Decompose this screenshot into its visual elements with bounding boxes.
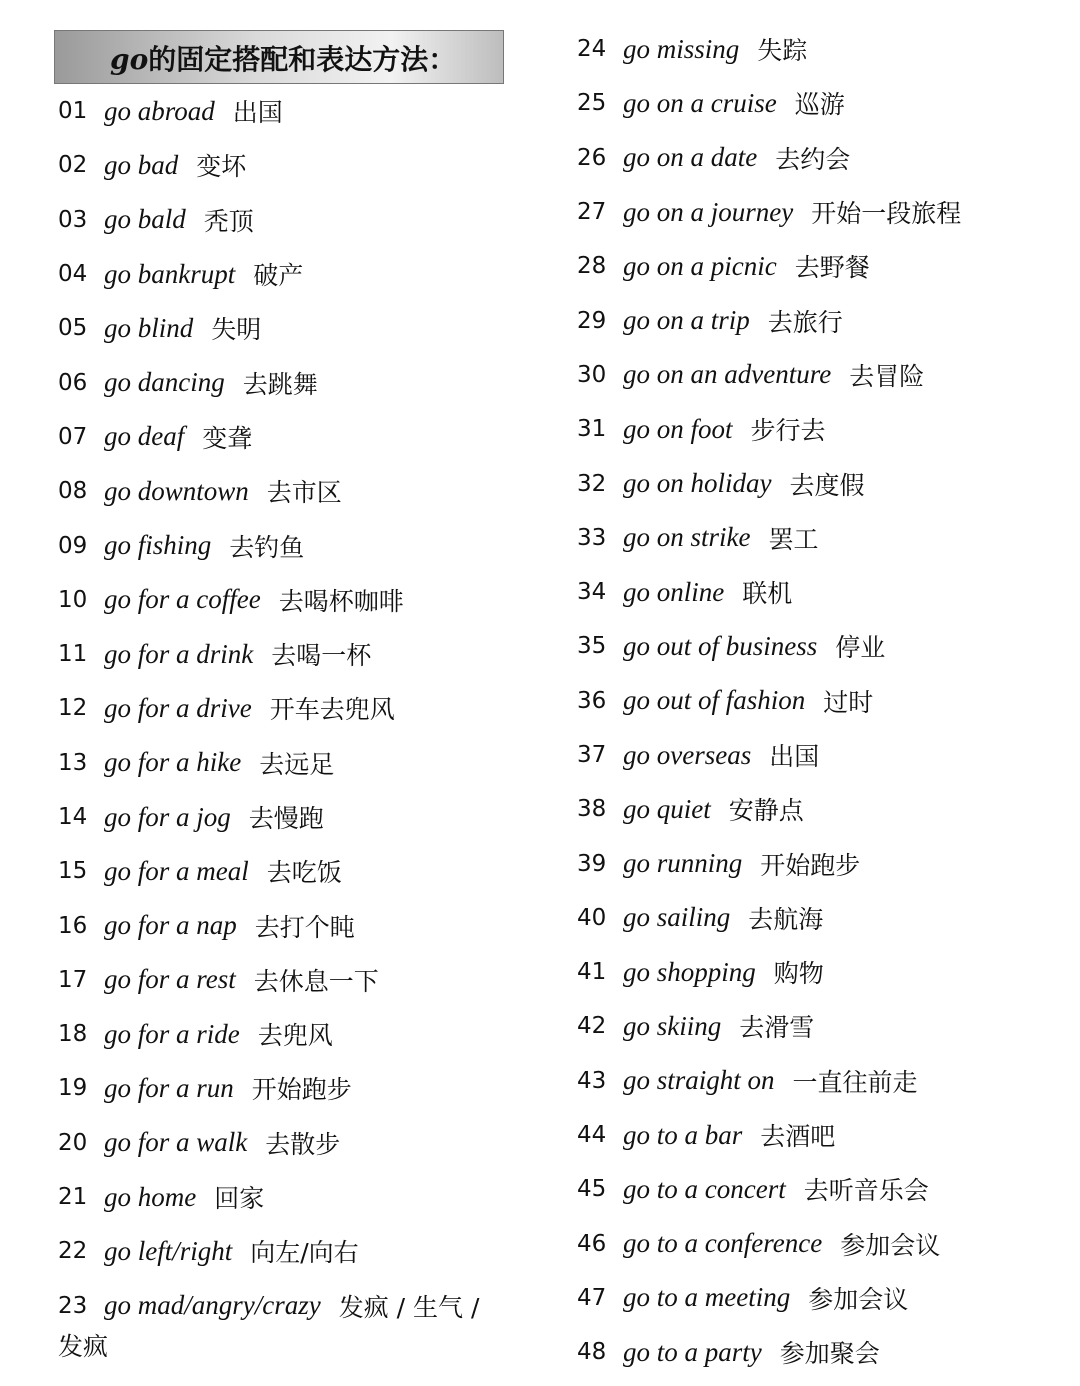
entry-phrase: go shopping [623,956,756,987]
entry-phrase: go missing [623,33,740,64]
entry-number: 24 [577,36,607,63]
entry-number: 39 [577,850,607,877]
entry-number: 26 [577,144,607,171]
entry-phrase: go bad [104,149,179,180]
list-item [58,301,479,355]
list-item [58,573,479,627]
entry-meaning: 去钓鱼 [229,532,305,562]
entry-number: 47 [577,1284,607,1311]
entry-meaning: 破产 [253,261,304,291]
list-item [577,1162,961,1216]
entry-phrase: go for a coffee [104,584,261,615]
entry-number: 43 [577,1067,607,1094]
entry-phrase: go mad/angry/crazy [104,1290,321,1321]
entry-phrase: go overseas [623,739,752,770]
list-item [577,891,961,945]
list-item [577,348,961,402]
entry-number: 33 [577,524,607,551]
list-item [58,681,479,735]
list-item [58,1116,479,1170]
entry-number: 09 [58,532,88,559]
entry-phrase: go for a hike [104,747,242,778]
entry-number: 36 [577,687,607,714]
list-item [58,247,479,301]
list-item [577,782,961,836]
entry-phrase: go for a nap [104,910,237,941]
entry-meaning: 去跳舞 [242,369,318,399]
list-item [577,999,961,1053]
entry-number: 19 [58,1075,88,1102]
list-item [58,627,479,681]
entry-phrase: go downtown [104,475,249,506]
list-item [58,736,479,790]
entry-meaning: 回家 [214,1184,265,1214]
list-item [577,22,961,76]
entry-number: 40 [577,904,607,931]
entry-number: 11 [58,641,88,668]
entry-phrase: go for a walk [104,1127,248,1158]
entry-meaning: 参加会议 [840,1230,941,1260]
entry-number: 10 [58,586,88,613]
list-item [58,138,479,192]
entry-meaning: 过时 [823,687,874,717]
list-item [58,790,479,844]
list-item [577,728,961,782]
entry-meaning: 去散步 [265,1129,341,1159]
list-item [577,836,961,890]
entry-phrase: go to a meeting [623,1282,791,1313]
entry-number: 46 [577,1230,607,1257]
entry-number: 41 [577,959,607,986]
left-column [58,84,479,1333]
entry-phrase: go online [623,576,725,607]
list-item [577,619,961,673]
entry-meaning: 去酒吧 [760,1122,836,1152]
entry-meaning: 开车去兜风 [269,695,395,725]
entry-number: 18 [58,1021,88,1048]
entry-meaning: 开始跑步 [760,850,861,880]
entry-phrase: go on a picnic [623,250,777,281]
entry-phrase: go to a conference [623,1228,823,1259]
entry-phrase: go for a rest [104,964,236,995]
entry-number: 07 [58,423,88,450]
entry-number: 02 [58,152,88,179]
entry-phrase: go abroad [104,95,215,126]
entry-meaning: 巡游 [794,90,845,120]
entry-phrase: go fishing [104,530,212,561]
entry-meaning: 出国 [769,742,820,771]
entry-meaning: 参加聚会 [779,1339,880,1369]
list-item [577,674,961,728]
entry-number: 28 [577,253,607,280]
entry-meaning: 秃顶 [203,206,254,236]
list-item [577,293,961,347]
entry-number: 15 [58,858,88,885]
entry-phrase: go bald [104,204,186,235]
entry-phrase: go on foot [623,413,733,444]
entry-meaning: 去休息一下 [253,966,379,996]
entry-meaning: 罢工 [768,524,819,554]
entry-phrase: go running [623,848,743,879]
entry-meaning: 变聋 [202,423,253,453]
list-item [577,565,961,619]
entry-phrase: go for a run [104,1072,234,1103]
list-item [577,1325,961,1379]
entry-meaning: 步行去 [750,416,826,446]
entry-meaning: 开始跑步 [251,1075,352,1105]
entry-meaning: 去听音乐会 [803,1176,929,1206]
entry-phrase: go for a jog [104,801,231,832]
entry-number: 30 [577,361,607,388]
entry-phrase: go sailing [623,902,731,933]
entry-phrase: go on a trip [623,305,750,336]
entry-number: 03 [58,206,88,233]
entry-phrase: go bankrupt [104,258,236,289]
list-item [58,1061,479,1115]
entry-phrase: go quiet [623,793,711,824]
entry-phrase: go blind [104,312,194,343]
title-text: 的固定搭配和表达方法： [148,43,457,76]
entry-phrase: go out of fashion [623,685,806,716]
list-item [577,185,961,239]
list-item [577,1054,961,1108]
entry-number: 27 [577,199,607,226]
list-item [577,1271,961,1325]
entry-phrase: go on holiday [623,468,772,499]
entry-phrase: go dancing [104,367,225,398]
entry-number: 12 [58,695,88,722]
entry-23-meaning-continued: 发疯 [58,1332,109,1361]
list-item [58,1224,479,1278]
entry-meaning: 失明 [211,315,262,345]
entry-meaning: 去吃饭 [266,858,342,888]
entry-meaning: 去喝杯咖啡 [278,586,404,616]
list-item [577,511,961,565]
list-item [58,355,479,409]
list-item [577,402,961,456]
entry-phrase: go skiing [623,1010,722,1041]
list-item [577,131,961,185]
list-item [58,464,479,518]
list-item [577,239,961,293]
entry-number: 04 [58,261,88,288]
entry-number: 31 [577,416,607,443]
entry-number: 22 [58,1238,88,1265]
entry-phrase: go for a drink [104,638,254,669]
entry-meaning: 向左/向右 [250,1238,359,1268]
list-item [577,945,961,999]
entry-meaning: 去旅行 [767,307,843,337]
entry-number: 48 [577,1339,607,1366]
entry-number: 37 [577,742,607,768]
list-item [58,844,479,898]
entry-phrase: go home [104,1181,197,1212]
title-highlight: go [110,43,149,76]
entry-phrase: go to a concert [623,1173,786,1204]
entry-meaning: 去喝一杯 [271,641,372,671]
entry-phrase: go on a date [623,142,758,173]
entry-number: 44 [577,1122,607,1149]
entry-meaning: 变坏 [196,152,247,182]
entry-number: 06 [58,369,88,396]
entry-phrase: go for a ride [104,1018,240,1049]
entry-meaning: 一直往前走 [792,1067,918,1097]
entry-number: 13 [58,749,88,776]
list-item [58,518,479,572]
entry-meaning: 去打个盹 [254,912,355,942]
entry-number: 08 [58,478,88,505]
entry-meaning: 去远足 [259,749,335,779]
entry-phrase: go deaf [104,421,185,452]
entry-meaning: 去慢跑 [248,804,324,833]
list-item [58,1279,479,1333]
page-title [110,38,456,78]
entry-meaning: 安静点 [728,796,804,826]
entry-meaning: 发疯 / 生气 / [338,1292,480,1322]
entry-number: 35 [577,633,607,660]
entry-number: 29 [577,307,607,334]
entry-meaning: 开始一段旅程 [811,199,962,229]
entry-meaning: 去滑雪 [739,1013,815,1043]
list-item [58,953,479,1007]
entry-number: 20 [58,1129,88,1156]
entry-meaning: 去市区 [266,478,342,508]
entry-phrase: go for a drive [104,692,252,723]
entry-number: 14 [58,804,88,830]
entry-phrase: go for a meal [104,855,249,886]
entry-meaning: 去野餐 [794,253,870,283]
entry-meaning: 出国 [232,98,283,128]
list-item [577,76,961,130]
list-item [58,1007,479,1061]
list-item [577,1108,961,1162]
entry-number: 23 [58,1292,88,1319]
entry-number: 17 [58,966,88,993]
entry-meaning: 停业 [835,633,886,663]
entry-phrase: go to a party [623,1336,762,1367]
list-item [58,84,479,138]
entry-phrase: go out of business [623,630,818,661]
entry-phrase: go straight on [623,1065,775,1096]
entry-phrase: go on a cruise [623,87,777,118]
entry-phrase: go on a journey [623,196,794,227]
list-item [58,898,479,952]
entry-number: 21 [58,1184,88,1211]
right-column [577,22,961,1379]
entry-meaning: 购物 [773,959,824,989]
entry-number: 45 [577,1176,607,1203]
entry-phrase: go to a bar [623,1119,743,1150]
entry-meaning: 参加会议 [808,1284,909,1314]
entry-number: 16 [58,912,88,939]
entry-phrase: go on strike [623,522,751,553]
entry-meaning: 联机 [742,579,793,609]
entry-meaning: 去航海 [748,904,824,934]
entry-phrase: go left/right [104,1235,233,1266]
entry-phrase: go on an adventure [623,359,832,390]
entry-number: 32 [577,470,607,497]
list-item [58,1170,479,1224]
entry-number: 38 [577,796,607,823]
list-item [577,456,961,510]
list-item [577,1217,961,1271]
entry-meaning: 去兜风 [257,1021,333,1051]
entry-number: 01 [58,98,88,125]
entry-number: 42 [577,1013,607,1040]
entry-meaning: 去约会 [775,144,851,174]
entry-meaning: 失踪 [757,36,808,66]
entry-meaning: 去冒险 [849,361,925,391]
entry-number: 05 [58,315,88,342]
entry-number: 34 [577,579,607,606]
list-item [58,193,479,247]
list-item [58,410,479,464]
entry-meaning: 去度假 [789,470,865,500]
entry-number: 25 [577,90,607,117]
